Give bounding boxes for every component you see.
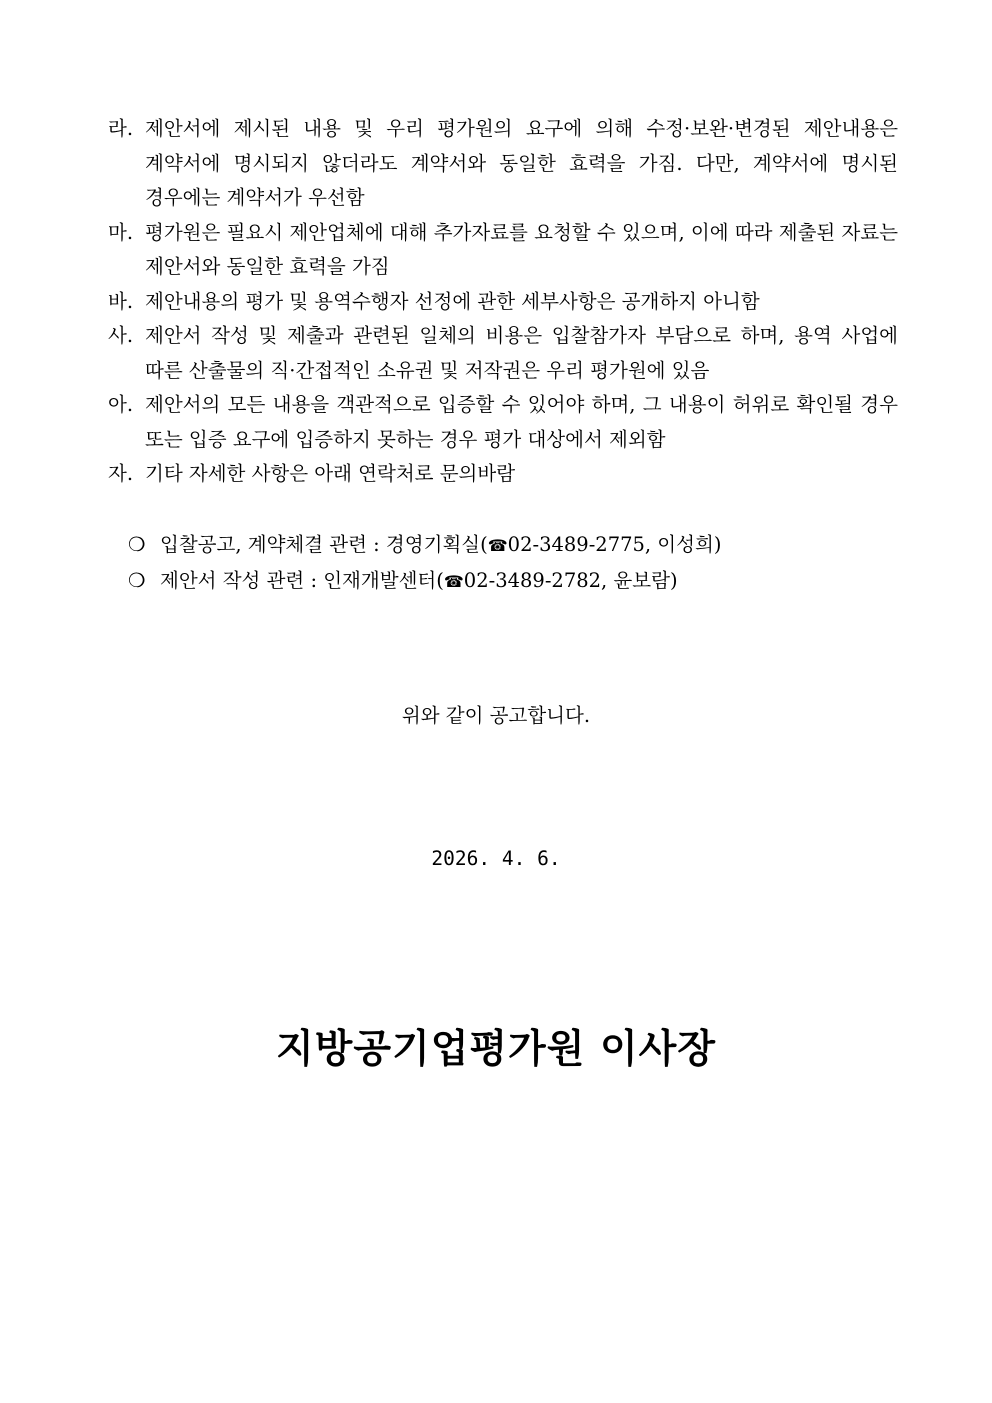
circle-bullet-icon: ❍ (128, 533, 146, 556)
list-item (108, 319, 898, 388)
contact-item-bidding (128, 528, 888, 564)
circle-bullet-icon: ❍ (128, 568, 146, 592)
item-text: 평가원은 필요시 제안업체에 대해 추가자료를 요청할 수 있으며, 이에 따라 제출된 자료는 제안서와 동일한 효력을 가짐 (145, 220, 898, 278)
item-text: 제안내용의 평가 및 용역수행자 선정에 관한 세부사항은 공개하지 아니함 (145, 289, 760, 313)
announcement-date: 2026. 4. 6. (431, 847, 561, 870)
list-item (108, 285, 898, 320)
phone-icon: ☎ (443, 571, 464, 591)
item-text: 기타 자세한 사항은 아래 연락처로 문의바람 (145, 462, 516, 485)
contact-item-proposal (128, 564, 888, 600)
item-label: 자. (108, 462, 134, 485)
list-item (108, 216, 898, 285)
item-text: 제안서 작성 및 제출과 관련된 일체의 비용은 입찰참가자 부담으로 하며, 용역 사업에 따른 산출물의 직·간접적인 소유권 및 저작권은 우리 평가원에 있음 (145, 324, 898, 382)
contact-phone: 02-3489-2775, 이성희) (507, 533, 722, 556)
item-label: 마. (108, 220, 134, 244)
signature-org-head: 지방공기업평가원 이사장 (276, 1026, 716, 1072)
list-item (108, 457, 898, 492)
contact-list (128, 528, 888, 599)
contact-text: 제안서 작성 관련 : 인재개발센터( (160, 568, 444, 592)
item-label: 라. (108, 117, 134, 140)
contact-text: 입찰공고, 계약체결 관련 : 경영기획실( (160, 533, 488, 556)
contact-phone: 02-3489-2782, 윤보람) (463, 568, 678, 592)
item-text: 제안서의 모든 내용을 객관적으로 입증할 수 있어야 하며, 그 내용이 허위로 확인될 경우 또는 입증 요구에 입증하지 못하는 경우 평가 대상에서 제외함 (145, 393, 898, 451)
item-label: 사. (108, 324, 134, 347)
item-text: 제안서에 제시된 내용 및 우리 평가원의 요구에 의해 수정·보완·변경된 제안내용은 계약서에 명시되지 않더라도 계약서와 동일한 효력을 가짐. 다만, 계약서에 명시된 경우에는 계약서가 우선함 (145, 117, 898, 209)
item-label: 바. (108, 289, 134, 313)
item-label: 아. (108, 393, 134, 416)
closing-statement: 위와 같이 공고합니다. (401, 704, 591, 727)
list-item (108, 388, 898, 457)
phone-icon: ☎ (487, 536, 508, 555)
list-item (108, 112, 898, 216)
notice-items-list (108, 112, 898, 492)
